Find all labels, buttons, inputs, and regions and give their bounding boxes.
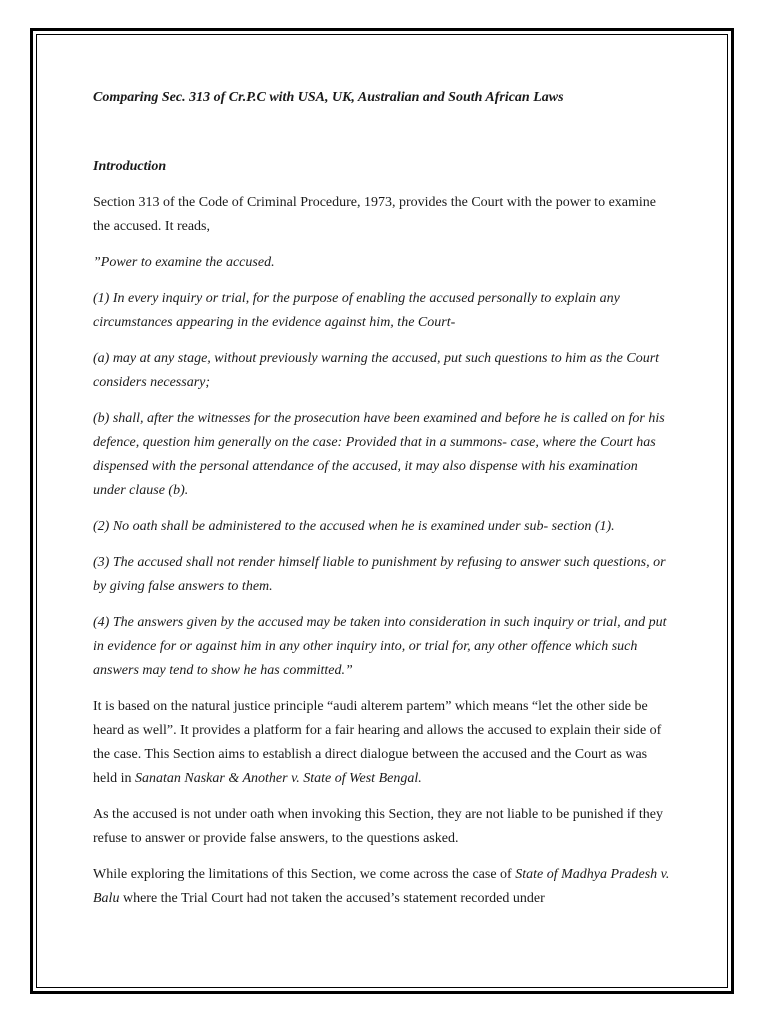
paragraph-limitations <box>93 863 673 911</box>
quote-clause-b: (b) shall, after the witnesses for the prosecution have been examined and before he is called on for his defence, question him generally on the case: Provided that in a summons- case, where the Court has dispensed with the personal attendance of the accused, it may also dispense with his examination under clause (b). <box>93 411 665 498</box>
paragraph-limitations-text: While exploring the limitations of this Section, we come across the case of <box>93 867 516 882</box>
paragraph-natural-justice-text: It is based on the natural justice principle “audi alterem partem” which means “let the other side be heard as well”. It provides a platform for a fair hearing and allows the accused to explain their side of the case. This Section aims to establish a direct dialogue between the accused and the Court as was held in <box>93 699 662 786</box>
quote-clause-1: (1) In every inquiry or trial, for the purpose of enabling the accused personally to explain any circumstances appearing in the evidence against him, the Court- <box>93 291 620 330</box>
paragraph-intro: Section 313 of the Code of Criminal Procedure, 1973, provides the Court with the power to examine the accused. It reads, <box>93 195 656 234</box>
section-heading: Introduction <box>93 159 167 174</box>
document-body <box>93 86 673 923</box>
paragraph-oath: As the accused is not under oath when invoking this Section, they are not liable to be punished if they refuse to answer or provide false answers, to the questions asked. <box>93 807 663 846</box>
case-name-sanatan: Sanatan Naskar & Another v. State of West Bengal. <box>135 771 422 786</box>
paragraph-natural-justice <box>93 695 673 791</box>
document-title: Comparing Sec. 313 of Cr.P.C with USA, UK, Australian and South African Laws <box>93 90 564 105</box>
case-name-balu: State of Madhya Pradesh v. Balu <box>93 867 670 906</box>
quote-clause-4: (4) The answers given by the accused may be taken into consideration in such inquiry or trial, and put in evidence for or against him in any other inquiry into, or trial for, any other offence which such answers may tend to show he has committed.” <box>93 615 667 678</box>
quote-clause-3: (3) The accused shall not render himself liable to punishment by refusing to answer such questions, or by giving false answers to them. <box>93 555 666 594</box>
quote-title: ”Power to examine the accused. <box>93 255 275 270</box>
paragraph-limitations-rest: where the Trial Court had not taken the accused’s statement recorded under <box>119 891 545 906</box>
quote-clause-a: (a) may at any stage, without previously warning the accused, put such questions to him as the Court considers necessary; <box>93 351 660 390</box>
quote-clause-2: (2) No oath shall be administered to the accused when he is examined under sub- section (1). <box>93 519 615 534</box>
